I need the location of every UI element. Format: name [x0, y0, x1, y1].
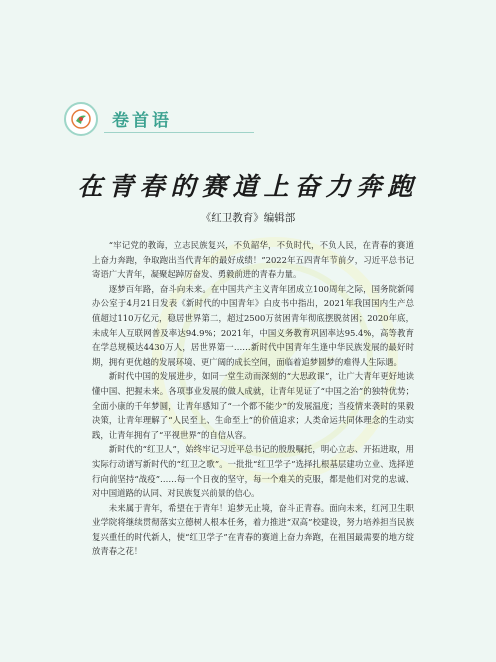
section-label: 卷首语	[112, 111, 172, 131]
page-title: 在青春的赛道上奋力奔跑	[77, 172, 419, 201]
paragraph: “牢记党的教诲，立志民族复兴，不负韶华，不负时代，不负人民，在青春的赛道上奋力奔跑，争取跑出当代青年的最好成绩！”2022年五四青年节前夕，习近平总书记寄语广大青年，凝聚起踔厉奋发、勇毅前进的青春力量。	[92, 240, 414, 280]
section-divider	[104, 132, 254, 133]
paragraph: 新时代的“红卫人”，始终牢记习近平总书记的殷殷嘱托，明心立志、开拓进取，用实际行动谱写新时代的“红卫之歌”。一批批“红卫学子”选择扎根基层建功立业、选择逆行向前坚持“战疫”……每一个日夜的坚守，每一个难关的克服，都是他们对党的忠诚、对中国道路的认同、对民族复兴前景的信心。	[92, 444, 414, 499]
byline: 《红卫教育》编辑部	[200, 212, 296, 224]
emblem-icon	[64, 102, 98, 136]
section-header	[64, 100, 244, 140]
paragraph: 新时代中国的发展进步，如同一堂生动而深刻的“大思政课”，让广大青年更好地读懂中国、把握未来。各项事业发展的做人成就，让青年见证了“中国之治”的独特优势；全面小康的千年梦圆，让青年感知了“一个都不能少”的发展温度；当疫情来袭时的果毅决策，让青年理解了“人民至上、生命至上”的价值追求；人类命运共同体理念的生动实践，让青年拥有了“平视世界”的自信从容。	[92, 371, 414, 440]
article-body	[92, 238, 414, 559]
paragraph: 逐梦百年路，奋斗向未来。在中国共产主义青年团成立100周年之际，国务院新闻办公室于4月21日发表《新时代的中国青年》白皮书中指出，2021年我国国内生产总值超过110万亿元，稳居世界第二，超过2500万贫困青年彻底摆脱贫困；2020年底，未成年人互联网普及率达94.9%；2021年，中国义务教育巩固率达95.4%，高等教育在学总规模达4430万人，居世界第一……新时代中国青年生逢中华民族发展的最好时期，拥有更优越的发展环境、更广阔的成长空间，面临着追梦圆梦的难得人生际遇。	[92, 283, 414, 367]
paragraph: 未来属于青年，希望在于青年！追梦无止境，奋斗正青春。面向未来，红河卫生职业学院将继续贯彻落实立德树人根本任务，着力推进“双高”校建设，努力培养担当民族复兴重任的时代新人，使“红卫学子”在青春的赛道上奋力奔跑，在祖国最需要的地方绽放青春之花！	[92, 502, 414, 557]
